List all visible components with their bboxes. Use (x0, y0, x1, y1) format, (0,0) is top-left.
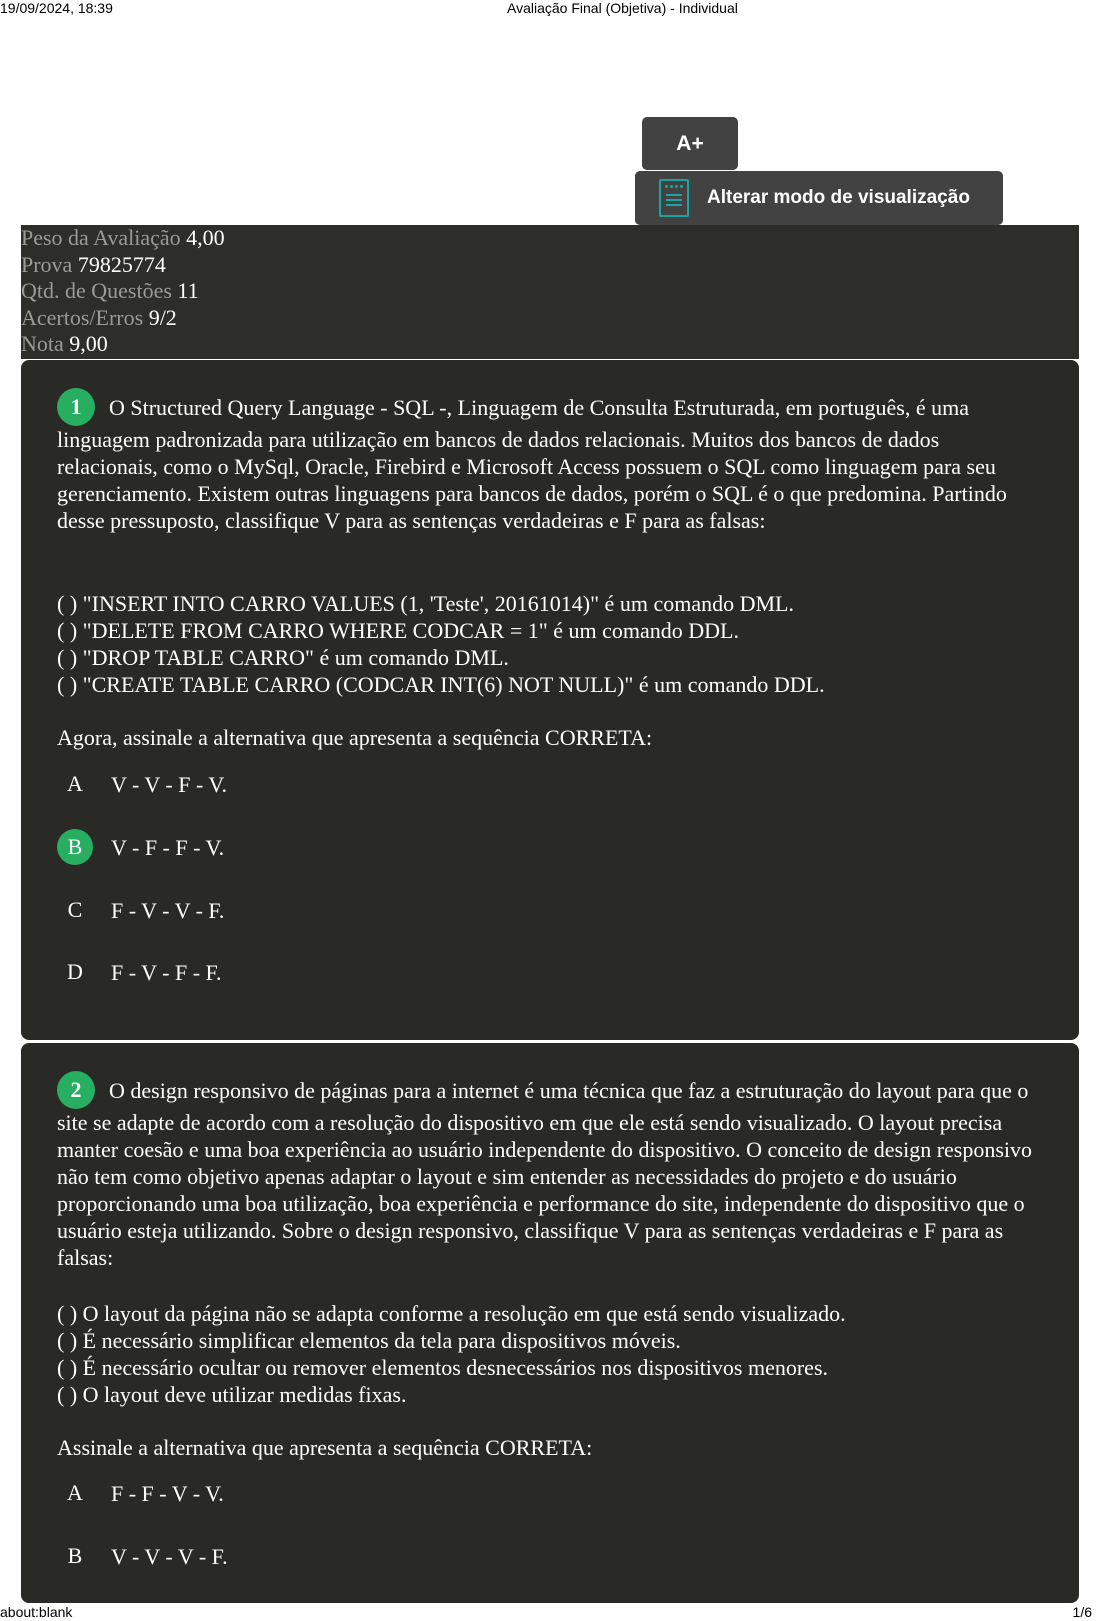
stat-exam: Prova 79825774 (21, 251, 166, 277)
view-mode-label: Alterar modo de visualização (707, 187, 970, 208)
question-number-badge: 2 (57, 1071, 95, 1109)
question-statement: 1 O Structured Query Language - SQL -, Linguagem de Consulta Estruturada, em português, é uma linguagem padronizada para utilização em bancos de dados relacionais. Muitos dos bancos de dados relacionais, como o MySql, Oracle, Firebird e Microsoft Access possuem o SQL como linguagem para seu gerenciamento. Existem outras linguagens para bancos de dados, porém o SQL é o que predomina. Partindo desse pressuposto, classifique V para as sentenças verdadeiras e F para as falsas: (57, 394, 1043, 534)
print-datetime: 19/09/2024, 18:39 (0, 0, 113, 16)
question-prompt: Assinale a alternativa que apresenta a sequência CORRETA: (57, 1435, 593, 1460)
statement-list: ( ) O layout da página não se adapta conforme a resolução em que está sendo visualizado. ( ) É necessário simplificar elementos da tela para dispositivos móveis. ( ) É necessário ocultar ou remover elementos desnecessários nos dispositivos menores. ( ) O layout deve utilizar medidas fixas. (57, 1301, 846, 1407)
print-page-number: 1/6 (1072, 1604, 1092, 1620)
question-card-1 (21, 360, 1079, 1040)
print-title: Avaliação Final (Objetiva) - Individual (507, 0, 738, 16)
option-b-selected[interactable]: B V - F - F - V. (57, 829, 224, 865)
font-increase-button[interactable]: A+ (642, 117, 738, 170)
question-prompt: Agora, assinale a alternativa que apresenta a sequência CORRETA: (57, 725, 653, 750)
option-c[interactable]: C F - V - V - F. (67, 897, 225, 923)
question-card-2 (21, 1043, 1079, 1603)
question-number-badge: 1 (57, 388, 95, 426)
stat-hits-errors: Acertos/Erros 9/2 (21, 304, 177, 330)
option-b[interactable]: B V - V - V - F. (67, 1543, 228, 1569)
question-statement: 2 O design responsivo de páginas para a internet é uma técnica que faz a estruturação do layout para que o site se adapte de acordo com a resolução do dispositivo em que ele está sendo visualizado. O layout precisa manter coesão e uma boa experiência ao usuário independente do dispositivo. O conceito de design responsivo não tem como objetivo apenas adaptar o layout e sim entender as necessidades do projeto e do usuário proporcionando uma boa utilização, boa experiência e performance do site, independente do dispositivo que o usuário esteja utilizando. Sobre o design responsivo, classifique V para as sentenças verdadeiras e F para as falsas: (57, 1077, 1043, 1271)
statement-list: ( ) "INSERT INTO CARRO VALUES (1, 'Teste', 20161014)" é um comando DML. ( ) "DELETE FROM CARRO WHERE CODCAR = 1" é um comando DDL. ( ) "DROP TABLE CARRO" é um comando DML. ( ) "CREATE TABLE CARRO (CODCAR INT(6) NOT NULL)" é um comando DDL. (57, 591, 825, 697)
evaluation-summary (21, 225, 1079, 359)
document-icon (659, 179, 689, 217)
stat-question-count: Qtd. de Questões 11 (21, 278, 199, 303)
option-d[interactable]: D F - V - F - F. (67, 959, 222, 985)
print-url: about:blank (0, 1604, 73, 1620)
stat-grade: Nota 9,00 (21, 331, 108, 356)
view-mode-button[interactable] (635, 171, 1003, 225)
stat-weight: Peso da Avaliação 4,00 (21, 225, 225, 250)
option-a[interactable]: A F - F - V - V. (67, 1480, 224, 1506)
option-a[interactable]: A V - V - F - V. (67, 771, 227, 797)
